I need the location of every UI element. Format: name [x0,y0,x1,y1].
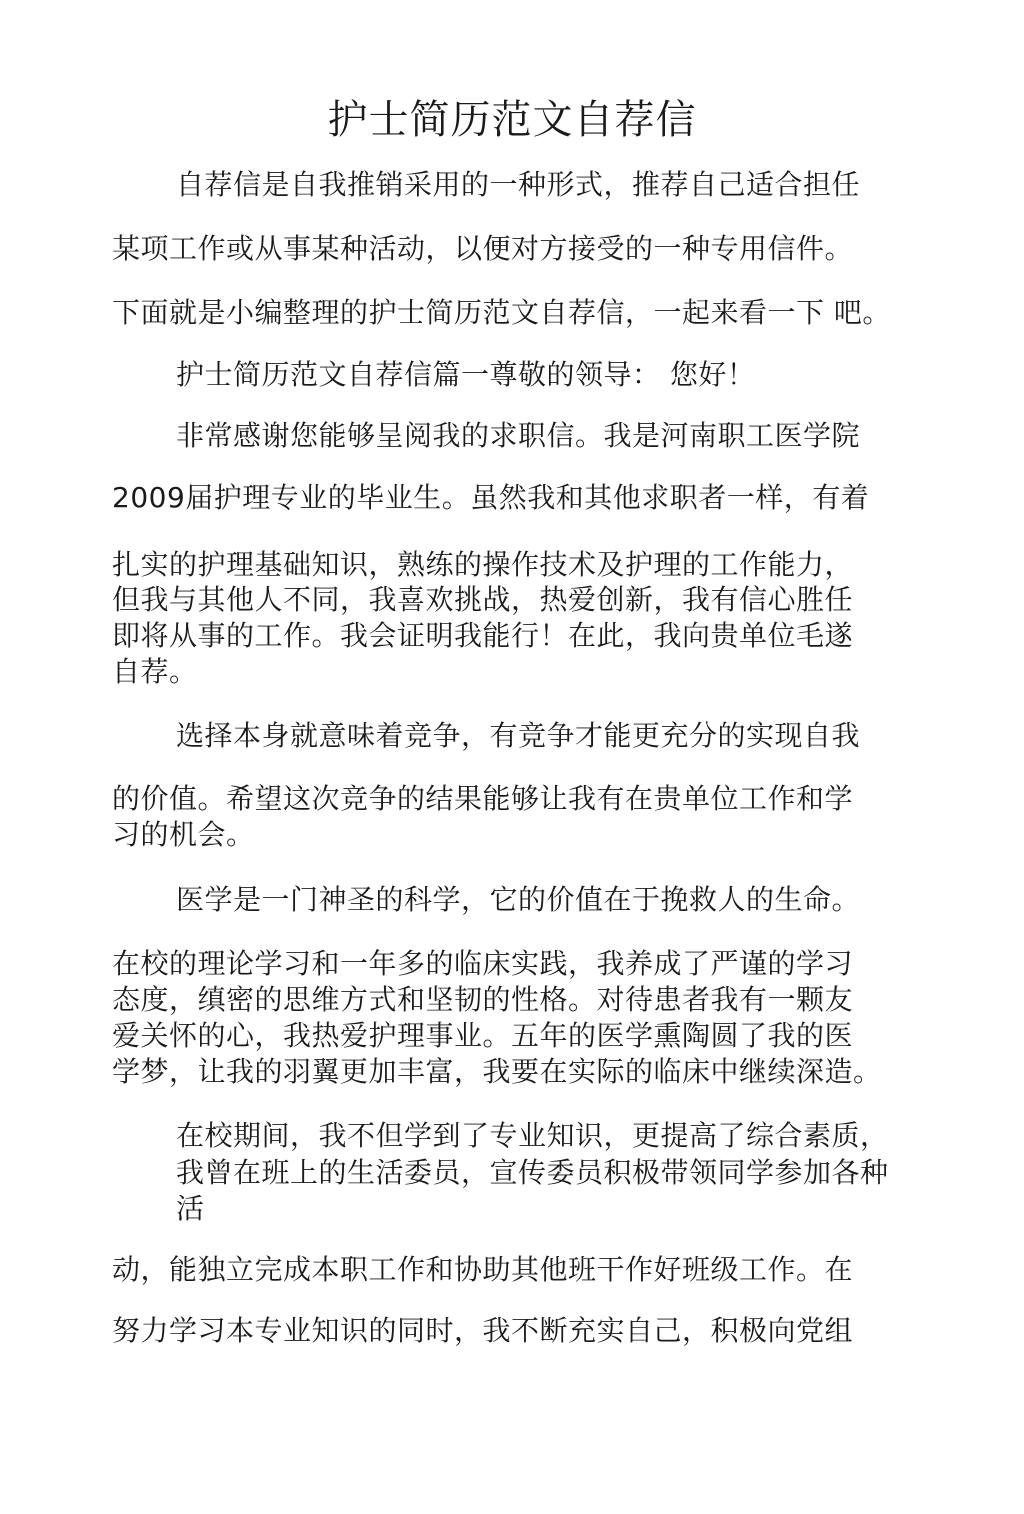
text-line: 的价值。希望这次竞争的结果能够让我有在贵单位工作和学 [112,782,854,815]
text-line: 扎实的护理基础知识，熟练的操作技术及护理的工作能力， [112,548,854,581]
text-line: 选择本身就意味着竞争，有竞争才能更充分的实现自我 [176,719,861,752]
text-line: 非常感谢您能够呈阅我的求职信。我是河南职工医学院 [176,419,861,452]
text-line: 努力学习本专业知识的同时，我不断充实自己，积极向党组 [112,1314,854,1347]
text-line: 医学是一门神圣的科学，它的价值在于挽救人的生命。 [176,883,861,916]
text-line: 但我与其他人不同，我喜欢挑战，热爱创新，我有信心胜任 [112,583,854,616]
text-line: 习的机会。 [112,818,255,851]
text-line: 学梦，让我的羽翼更加丰富，我要在实际的临床中继续深造。 [112,1055,882,1088]
text-line: 自荐。 [112,655,198,688]
text-line: 爱关怀的心，我热爱护理事业。五年的医学熏陶圆了我的医 [112,1019,854,1052]
text-line: 在校期间，我不但学到了专业知识，更提高了综合素质， [176,1119,889,1152]
text-line: 态度，缜密的思维方式和坚韧的性格。对待患者我有一颗友 [112,983,854,1016]
text-line: 某项工作或从事某种活动，以便对方接受的一种专用信件。 [112,232,854,265]
text-line: 2009届护理专业的毕业生。虽然我和其他求职者一样，有着 [112,481,870,514]
text-line: 即将从事的工作。我会证明我能行！在此，我向贵单位毛遂 [112,619,854,652]
text-line: 下面就是小编整理的护士简历范文自荐信，一起来看一下 吧。 [112,296,891,329]
text-line: 动，能独立完成本职工作和协助其他班干作好班级工作。在 [112,1253,854,1286]
text-line: 活 [176,1192,205,1225]
document-title: 护士简历范文自荐信 [327,97,697,143]
text-line: 护士简历范文自荐信篇一尊敬的领导： 您好！ [176,358,756,391]
text-line: 我曾在班上的生活委员，宣传委员积极带领同学参加各种 [176,1156,889,1189]
text-line: 自荐信是自我推销采用的一种形式，推荐自己适合担任 [176,168,861,201]
text-line: 在校的理论学习和一年多的临床实践，我养成了严谨的学习 [112,947,854,980]
